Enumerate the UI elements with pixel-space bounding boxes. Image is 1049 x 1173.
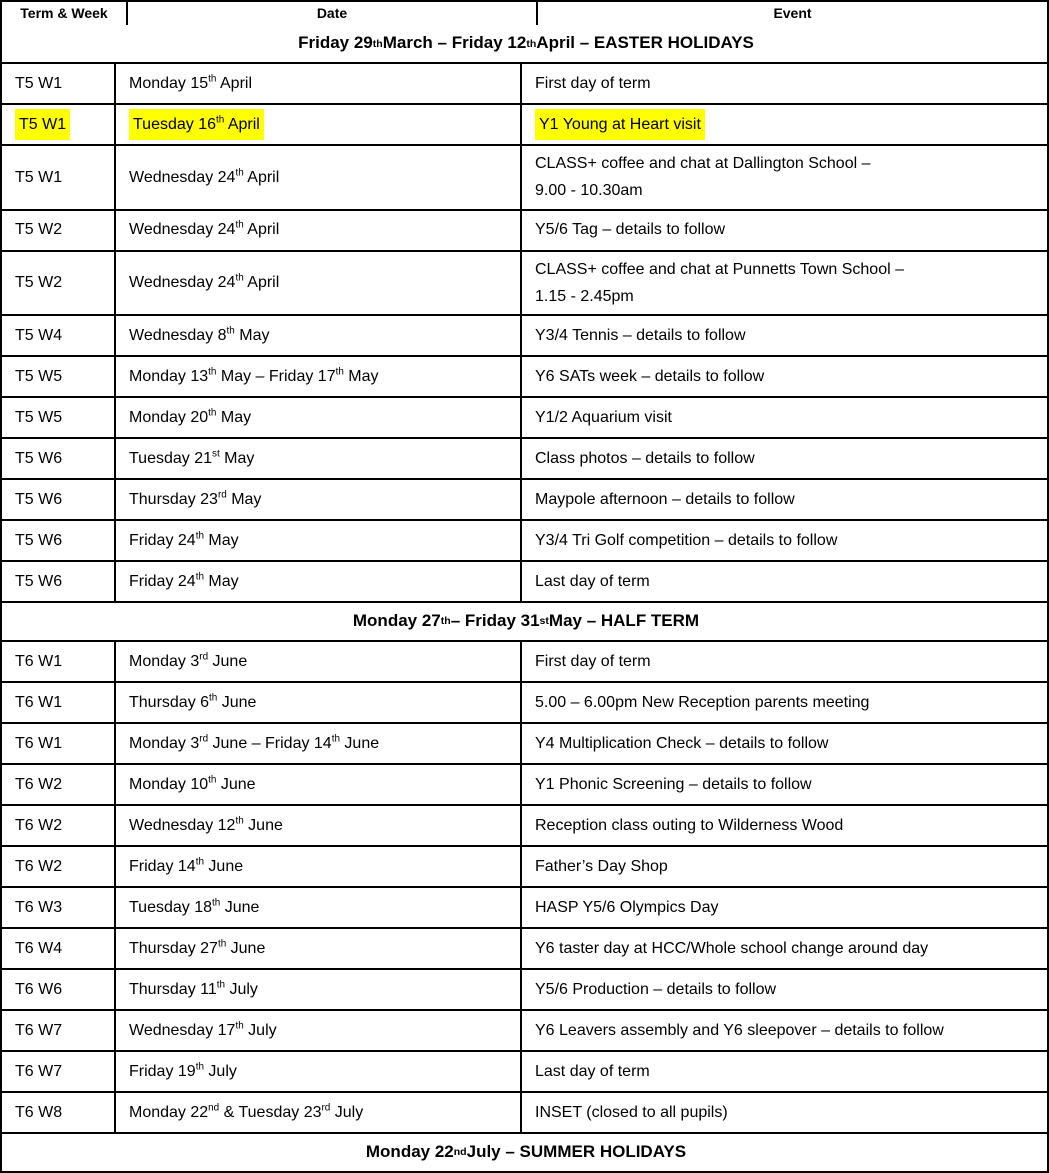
event-cell-text: Father’s Day Shop (535, 857, 668, 875)
event-cell-text: INSET (closed to all pupils) (535, 1103, 728, 1121)
event-cell (520, 211, 1047, 250)
term-week-cell-text: T5 W1 (15, 168, 63, 186)
date-cell-text: Wednesday 8th May (129, 325, 270, 344)
term-week-cell (2, 439, 114, 478)
section-band-text: Friday 29 th March – Friday 12 th April – EASTER HOLIDAYS (298, 33, 754, 53)
event-cell-text: Y3/4 Tri Golf competition – details to follow (535, 531, 838, 549)
table-header-row (2, 2, 1047, 25)
event-cell (520, 724, 1047, 763)
term-week-cell-text: T5 W6 (15, 449, 63, 467)
event-cell (520, 316, 1047, 355)
event-cell (520, 847, 1047, 886)
table-row (2, 845, 1047, 886)
date-cell-text: Tuesday 16th April (129, 109, 264, 140)
term-week-cell-text: T6 W8 (15, 1103, 63, 1121)
event-cell (520, 765, 1047, 804)
table-row (2, 681, 1047, 722)
event-cell (520, 252, 1047, 314)
date-cell-text: Monday 15th April (129, 73, 253, 92)
term-week-cell (2, 888, 114, 927)
date-cell (114, 847, 520, 886)
term-week-cell (2, 1093, 114, 1132)
date-cell (114, 642, 520, 681)
date-cell-text: Thursday 11th July (129, 979, 258, 998)
date-cell (114, 439, 520, 478)
event-cell (520, 105, 1047, 144)
term-week-cell-text: T5 W5 (15, 367, 63, 385)
event-cell (520, 357, 1047, 396)
table-row (2, 1050, 1047, 1091)
date-cell-text: Monday 20th May (129, 407, 252, 426)
date-cell (114, 252, 520, 314)
event-cell (520, 439, 1047, 478)
table-row (2, 886, 1047, 927)
term-week-cell-text: T6 W6 (15, 980, 63, 998)
date-cell-text: Thursday 23rd May (129, 489, 262, 508)
section-band-row (2, 601, 1047, 640)
table-row (2, 763, 1047, 804)
table-row (2, 640, 1047, 681)
term-week-cell-text: T5 W6 (15, 572, 63, 590)
table-row (2, 1009, 1047, 1050)
date-cell (114, 64, 520, 103)
event-cell (520, 929, 1047, 968)
event-cell-text: Y3/4 Tennis – details to follow (535, 326, 746, 344)
event-cell (520, 146, 1047, 208)
date-cell-text: Wednesday 12th June (129, 815, 283, 834)
term-week-cell (2, 105, 114, 144)
event-cell-text: Y1 Phonic Screening – details to follow (535, 775, 812, 793)
term-week-cell (2, 252, 114, 314)
event-cell-text: Y1 Young at Heart visit (535, 109, 705, 140)
date-cell-text: Friday 24th May (129, 530, 239, 549)
table-row (2, 103, 1047, 144)
table-row (2, 314, 1047, 355)
date-cell-text: Friday 24th May (129, 571, 239, 590)
event-cell (520, 888, 1047, 927)
event-cell (520, 562, 1047, 601)
term-week-cell-text: T5 W2 (15, 274, 63, 292)
term-week-cell-text: T5 W1 (15, 74, 63, 92)
term-week-cell (2, 847, 114, 886)
table-row (2, 519, 1047, 560)
table-row (2, 1091, 1047, 1132)
event-cell (520, 806, 1047, 845)
date-cell (114, 929, 520, 968)
date-cell (114, 211, 520, 250)
date-cell (114, 398, 520, 437)
table-row (2, 478, 1047, 519)
date-cell-text: Friday 14th June (129, 856, 244, 875)
date-cell-text: Thursday 27th June (129, 938, 266, 957)
date-cell-text: Monday 10th June (129, 774, 256, 793)
event-cell-text: 5.00 – 6.00pm New Reception parents meeting (535, 693, 870, 711)
event-cell (520, 521, 1047, 560)
table-row (2, 722, 1047, 763)
event-cell-text: Last day of term (535, 572, 650, 590)
date-cell-text: Wednesday 24th April (129, 220, 280, 239)
date-cell-text: Wednesday 24th April (129, 167, 280, 186)
section-band-row (2, 1132, 1047, 1171)
event-cell (520, 683, 1047, 722)
table-row (2, 396, 1047, 437)
term-week-cell-text: T5 W2 (15, 221, 63, 239)
table-row (2, 437, 1047, 478)
event-cell (520, 642, 1047, 681)
term-week-cell (2, 1011, 114, 1050)
term-week-cell (2, 683, 114, 722)
table-row (2, 209, 1047, 250)
section-band-text: Monday 27 th – Friday 31 st May – HALF TERM (352, 610, 700, 630)
term-week-cell-text: T6 W2 (15, 775, 63, 793)
date-cell (114, 562, 520, 601)
term-week-cell (2, 480, 114, 519)
event-cell-text: Y1/2 Aquarium visit (535, 408, 672, 426)
date-cell (114, 357, 520, 396)
term-week-cell (2, 929, 114, 968)
date-cell (114, 888, 520, 927)
term-week-cell (2, 521, 114, 560)
column-header-event: Event (536, 2, 1047, 25)
term-week-cell-text: T5 W1 (15, 109, 70, 140)
event-cell (520, 1011, 1047, 1050)
event-cell (520, 64, 1047, 103)
term-week-cell (2, 806, 114, 845)
event-cell-text: Maypole afternoon – details to follow (535, 490, 795, 508)
date-cell (114, 765, 520, 804)
term-week-cell (2, 562, 114, 601)
term-week-cell (2, 724, 114, 763)
date-cell (114, 480, 520, 519)
term-week-cell-text: T5 W5 (15, 408, 63, 426)
table-row (2, 62, 1047, 103)
date-cell (114, 521, 520, 560)
term-week-cell (2, 970, 114, 1009)
table-row (2, 560, 1047, 601)
term-week-cell-text: T6 W2 (15, 816, 63, 834)
event-cell (520, 970, 1047, 1009)
date-cell (114, 1052, 520, 1091)
term-week-cell-text: T6 W7 (15, 1062, 63, 1080)
term-week-cell (2, 398, 114, 437)
date-cell-text: Monday 22nd & Tuesday 23rd July (129, 1102, 364, 1121)
event-cell-text: Class photos – details to follow (535, 449, 755, 467)
term-week-cell-text: T6 W3 (15, 898, 63, 916)
column-header-date: Date (126, 2, 536, 25)
term-week-cell-text: T5 W6 (15, 490, 63, 508)
table-body (2, 25, 1047, 1171)
date-cell (114, 683, 520, 722)
date-cell-text: Wednesday 17th July (129, 1020, 277, 1039)
event-cell-text: First day of term (535, 74, 651, 92)
date-cell-text: Friday 19th July (129, 1061, 237, 1080)
date-cell-text: Monday 3rd June (129, 651, 248, 670)
date-cell (114, 806, 520, 845)
event-cell-text: First day of term (535, 652, 651, 670)
date-cell-text: Thursday 6th June (129, 692, 257, 711)
date-cell-text: Tuesday 18th June (129, 897, 260, 916)
event-cell-text: Y4 Multiplication Check – details to follow (535, 734, 829, 752)
term-week-cell (2, 1052, 114, 1091)
term-week-cell-text: T6 W1 (15, 693, 63, 711)
section-band-text: Monday 22 nd July – SUMMER HOLIDAYS (365, 1141, 687, 1161)
date-cell-text: Monday 13th May – Friday 17th May (129, 366, 379, 385)
term-week-cell (2, 642, 114, 681)
term-week-cell-text: T6 W7 (15, 1021, 63, 1039)
table-row (2, 927, 1047, 968)
term-week-cell (2, 765, 114, 804)
column-header-term-week: Term & Week (20, 5, 108, 22)
event-cell-text: Reception class outing to Wilderness Wood (535, 816, 844, 834)
term-week-cell-text: T6 W2 (15, 857, 63, 875)
date-cell (114, 316, 520, 355)
event-cell-text: HASP Y5/6 Olympics Day (535, 898, 719, 916)
event-cell-text: Y6 Leavers assembly and Y6 sleepover – details to follow (535, 1021, 944, 1039)
date-cell (114, 1011, 520, 1050)
term-week-cell-text: T6 W4 (15, 939, 63, 957)
term-week-cell-text: T5 W6 (15, 531, 63, 549)
date-cell (114, 724, 520, 763)
event-cell-text: Y5/6 Production – details to follow (535, 980, 777, 998)
event-cell-text: CLASS+ coffee and chat at Dallington School – 9.00 - 10.30am (535, 155, 871, 200)
table-row (2, 250, 1047, 314)
date-cell-text: Tuesday 21st May (129, 448, 255, 467)
table-row (2, 968, 1047, 1009)
event-cell (520, 398, 1047, 437)
event-cell (520, 480, 1047, 519)
event-cell (520, 1052, 1047, 1091)
date-cell-text: Monday 3rd June – Friday 14th June (129, 733, 380, 752)
term-week-cell (2, 146, 114, 208)
date-cell (114, 146, 520, 208)
table-row (2, 804, 1047, 845)
term-week-cell-text: T6 W1 (15, 652, 63, 670)
date-cell (114, 105, 520, 144)
event-cell-text: Y6 SATs week – details to follow (535, 367, 765, 385)
event-cell (520, 1093, 1047, 1132)
section-band-row (2, 25, 1047, 62)
table-row (2, 144, 1047, 208)
date-cell (114, 1093, 520, 1132)
term-week-cell (2, 64, 114, 103)
date-cell-text: Wednesday 24th April (129, 272, 280, 292)
event-cell-text: Y5/6 Tag – details to follow (535, 221, 726, 239)
event-cell-text: CLASS+ coffee and chat at Punnetts Town School – 1.15 - 2.45pm (535, 260, 904, 305)
term-week-cell (2, 211, 114, 250)
term-week-cell (2, 357, 114, 396)
table-row (2, 355, 1047, 396)
term-week-cell-text: T5 W4 (15, 326, 63, 344)
date-cell (114, 970, 520, 1009)
event-cell-text: Y6 taster day at HCC/Whole school change around day (535, 939, 929, 957)
event-cell-text: Last day of term (535, 1062, 650, 1080)
term-week-cell (2, 316, 114, 355)
term-week-cell-text: T6 W1 (15, 734, 63, 752)
